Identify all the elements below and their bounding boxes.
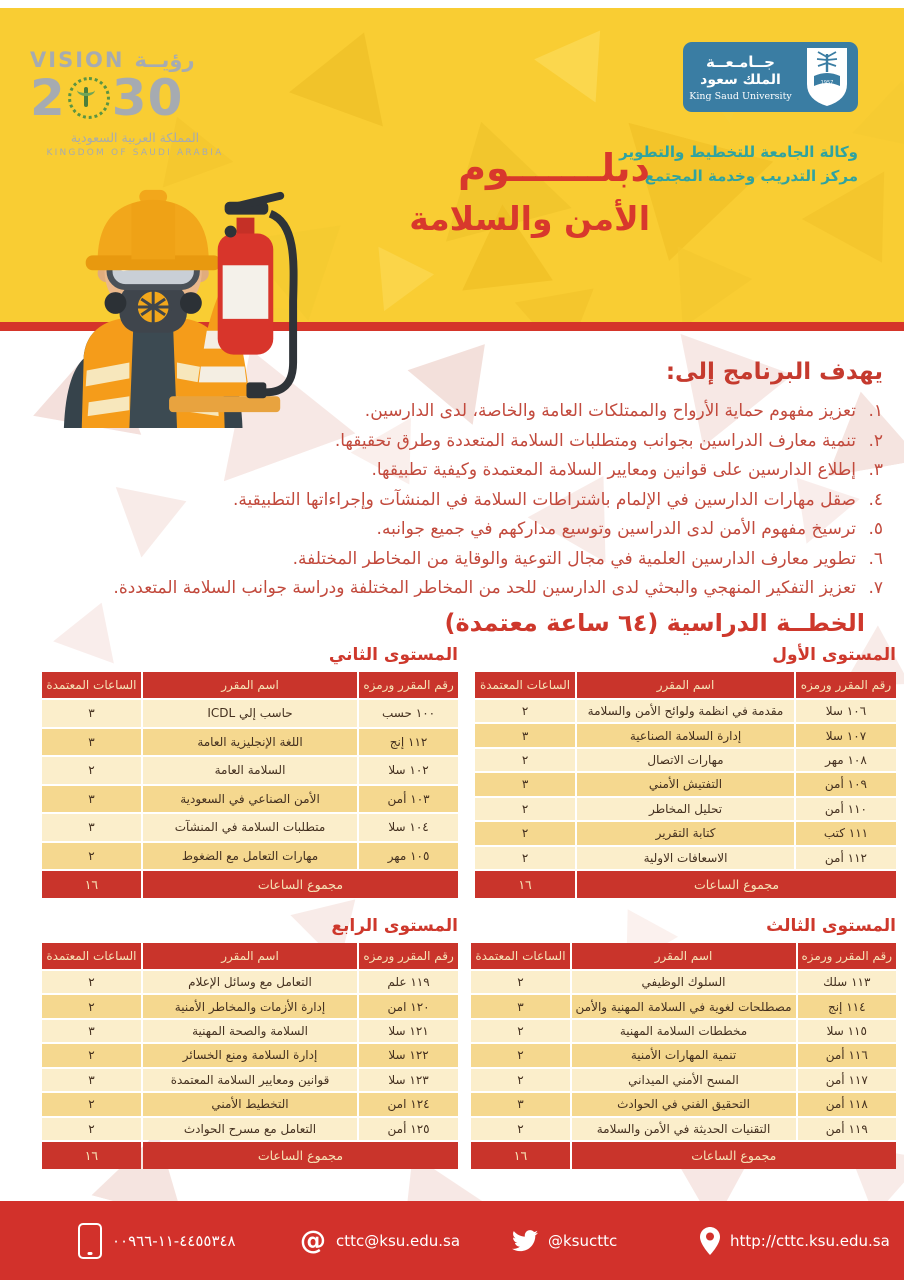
course-name: تنمية المهارات الأمنية bbox=[572, 1044, 796, 1066]
total-label: مجموع الساعات bbox=[143, 871, 458, 898]
total-label: مجموع الساعات bbox=[143, 1142, 458, 1169]
level-3-title: المستوى الثالث bbox=[766, 916, 896, 936]
ksu-name-ar1: جــامـعــة bbox=[706, 52, 775, 71]
total-label: مجموع الساعات bbox=[572, 1142, 896, 1169]
course-hours: ٣ bbox=[42, 786, 141, 813]
course-name: إدارة الأزمات والمخاطر الأمنية bbox=[143, 995, 357, 1017]
course-name: الأمن الصناعي في السعودية bbox=[143, 786, 357, 813]
phone-contact[interactable] bbox=[78, 1201, 236, 1280]
column-header: اسم المقرر bbox=[572, 943, 796, 969]
column-header: اسم المقرر bbox=[143, 943, 357, 969]
course-row bbox=[471, 971, 896, 993]
agency-line-1: وكالة الجامعة للتخطيط والتطوير bbox=[619, 143, 858, 161]
ksu-name-ar2: الملك سعود bbox=[700, 71, 781, 88]
goal-number: ٤. bbox=[868, 489, 883, 510]
column-header: رقم المقرر ورمزه bbox=[798, 943, 897, 969]
course-row bbox=[475, 822, 896, 844]
total-row bbox=[42, 871, 458, 898]
course-hours: ٢ bbox=[42, 1118, 141, 1140]
course-row bbox=[42, 1069, 458, 1091]
course-name: التعامل مع وسائل الإعلام bbox=[143, 971, 357, 993]
ksu-logo bbox=[683, 42, 858, 112]
course-code: ١١٣ سلك bbox=[798, 971, 897, 993]
level-2-title: المستوى الثاني bbox=[328, 645, 458, 665]
goal-number: ٣. bbox=[868, 460, 883, 480]
footer bbox=[0, 1201, 904, 1280]
course-name: حاسب إلي ICDL bbox=[143, 700, 357, 727]
course-hours: ٣ bbox=[42, 814, 141, 841]
program-title bbox=[409, 146, 650, 238]
course-code: ١١٩ علم bbox=[359, 971, 458, 993]
twitter-handle: @ksucttc bbox=[548, 1231, 618, 1250]
ksu-shield-icon bbox=[804, 46, 850, 108]
goal-number: ٢. bbox=[868, 430, 883, 451]
goal-text: تعزيز مفهوم حماية الأرواح والممتلكات العامة والخاصة، لدى الدارسين. bbox=[364, 401, 856, 421]
course-hours: ٢ bbox=[475, 822, 575, 844]
vision-year bbox=[30, 69, 240, 127]
course-row bbox=[42, 1093, 458, 1115]
course-code: ١١١ كتب bbox=[796, 822, 896, 844]
course-row bbox=[471, 1118, 896, 1140]
level-1-title: المستوى الأول bbox=[772, 645, 896, 665]
phone-icon bbox=[78, 1223, 102, 1259]
course-row bbox=[471, 1069, 896, 1091]
course-row bbox=[475, 773, 896, 795]
goal-text: ترسيخ مفهوم الأمن لدى الدراسين وتوسيع مداركهم في جميع جوانبه. bbox=[376, 519, 856, 539]
total-hours: ١٦ bbox=[475, 871, 575, 898]
course-name: السلامة العامة bbox=[143, 757, 357, 784]
column-header: رقم المقرر ورمزه bbox=[359, 943, 458, 969]
course-hours: ٣ bbox=[471, 995, 569, 1017]
course-hours: ٢ bbox=[42, 843, 141, 870]
total-hours: ١٦ bbox=[42, 1142, 141, 1169]
goal-item bbox=[15, 486, 883, 516]
column-header: اسم المقرر bbox=[143, 672, 357, 698]
course-name: التفتيش الأمني bbox=[577, 773, 794, 795]
course-code: ١١٧ أمن bbox=[798, 1069, 897, 1091]
total-hours: ١٦ bbox=[471, 1142, 569, 1169]
course-code: ١١٠ أمن bbox=[796, 798, 896, 820]
goal-item bbox=[15, 427, 883, 457]
course-name: المسح الأمني الميداني bbox=[572, 1069, 796, 1091]
course-code: ١١٦ أمن bbox=[798, 1044, 897, 1066]
course-row bbox=[42, 995, 458, 1017]
goal-text: صقل مهارات الدارسين في الإلمام باشتراطات السلامة في المنشآت وإجراءاتها التطبيقية. bbox=[232, 489, 856, 510]
course-code: ١٠٦ سلا bbox=[796, 700, 896, 722]
course-name: مخططات السلامة المهنية bbox=[572, 1020, 796, 1042]
level-2-table-block bbox=[40, 645, 460, 900]
goal-text: تنمية معارف الدراسين بجوانب ومتطلبات السلامة المتعددة وطرق تحقيقها. bbox=[334, 430, 856, 451]
course-code: ١٢٢ سلا bbox=[359, 1044, 458, 1066]
triangle-decoration bbox=[534, 9, 631, 102]
goal-number: ٦. bbox=[868, 548, 883, 569]
column-header: رقم المقرر ورمزه bbox=[359, 672, 458, 698]
course-hours: ٢ bbox=[42, 1044, 141, 1066]
email-address: cttc@ksu.edu.sa bbox=[336, 1231, 461, 1250]
year-2: 2 bbox=[30, 69, 66, 127]
course-row bbox=[42, 757, 458, 784]
safety-worker-illustration bbox=[52, 172, 304, 430]
course-name: السلامة والصحة المهنية bbox=[143, 1020, 357, 1042]
course-name: متطلبات السلامة في المنشآت bbox=[143, 814, 357, 841]
course-hours: ٢ bbox=[475, 847, 575, 869]
course-hours: ٣ bbox=[42, 1020, 141, 1042]
course-row bbox=[42, 971, 458, 993]
course-hours: ٢ bbox=[475, 749, 575, 771]
triangle-decoration bbox=[643, 222, 753, 322]
course-code: ١٢١ سلا bbox=[359, 1020, 458, 1042]
course-name: تحليل المخاطر bbox=[577, 798, 794, 820]
column-header: رقم المقرر ورمزه bbox=[796, 672, 896, 698]
course-code: ١١٤ إنج bbox=[798, 995, 897, 1017]
total-row bbox=[42, 1142, 458, 1169]
course-row bbox=[475, 700, 896, 722]
triangle-decoration bbox=[289, 15, 411, 126]
agency-line-2: مركز التدريب وخدمة المجتمع bbox=[644, 167, 858, 185]
goal-number: ٥. bbox=[868, 519, 883, 539]
course-code: ١٢٠ امن bbox=[359, 995, 458, 1017]
course-code: ١١٢ إنج bbox=[359, 729, 458, 756]
goal-number: ٧. bbox=[868, 578, 883, 598]
vision-country-en: KINGDOM OF SAUDI ARABIA bbox=[46, 148, 224, 158]
ksu-logo-text bbox=[683, 53, 804, 102]
course-hours: ٢ bbox=[42, 1093, 141, 1115]
level-4-table-block bbox=[40, 916, 460, 1171]
email-at-icon: @ bbox=[300, 1225, 326, 1256]
course-code: ١٠٢ سلا bbox=[359, 757, 458, 784]
course-name: التعامل مع مسرح الحوادث bbox=[143, 1118, 357, 1140]
course-name: التخطيط الأمني bbox=[143, 1093, 357, 1115]
course-code: ١٢٥ أمن bbox=[359, 1118, 458, 1140]
total-label: مجموع الساعات bbox=[577, 871, 896, 898]
course-hours: ٢ bbox=[471, 1020, 569, 1042]
goal-text: تطوير معارف الدارسين العلمية في مجال التوعية والوقاية من المخاطر المختلفة. bbox=[292, 548, 856, 569]
course-name: اللغة الإنجليزية العامة bbox=[143, 729, 357, 756]
column-header: الساعات المعتمدة bbox=[42, 943, 141, 969]
location-pin-icon bbox=[700, 1227, 720, 1255]
goal-item bbox=[15, 574, 883, 604]
course-row bbox=[42, 1020, 458, 1042]
triangle-decoration bbox=[852, 73, 904, 149]
course-hours: ٣ bbox=[475, 724, 575, 746]
column-header: الساعات المعتمدة bbox=[42, 672, 141, 698]
level-2-table bbox=[40, 670, 460, 900]
phone-number: ٠٠٩٦٦-١١-٤٤٥٥٣٤٨ bbox=[112, 1231, 236, 1250]
email-contact[interactable] bbox=[300, 1201, 460, 1280]
goal-text: تعزيز التفكير المنهجي والبحثي لدى الدارسين للحد من المخاطر المختلفة ودراسة جوانب السلامة المتعددة. bbox=[113, 578, 856, 598]
course-code: ١٢٤ امن bbox=[359, 1093, 458, 1115]
course-code: ١٠٤ سلا bbox=[359, 814, 458, 841]
goal-text: إطلاع الدارسين على قوانين ومعايير السلامة المعتمدة وكيفية تطبيقها. bbox=[371, 460, 856, 480]
course-code: ١١٢ أمن bbox=[796, 847, 896, 869]
course-row bbox=[471, 1044, 896, 1066]
goal-item bbox=[15, 456, 883, 486]
triangle-decoration bbox=[378, 242, 437, 311]
top-margin bbox=[0, 0, 904, 8]
course-hours: ٣ bbox=[42, 1069, 141, 1091]
course-row bbox=[42, 1118, 458, 1140]
course-code: ١٠٩ أمن bbox=[796, 773, 896, 795]
title-diploma: دبلـــــــوم bbox=[458, 146, 650, 190]
course-name: مصطلحات لغوية في السلامة المهنية والأمن bbox=[572, 995, 796, 1017]
triangle-decoration bbox=[802, 171, 904, 286]
course-code: ١٠٣ أمن bbox=[359, 786, 458, 813]
total-row bbox=[475, 871, 896, 898]
course-code: ١٠٠ حسب bbox=[359, 700, 458, 727]
course-row bbox=[42, 700, 458, 727]
study-plan-heading: الخطــة الدراسية (٦٤ ساعة معتمدة) bbox=[444, 609, 865, 637]
course-hours: ٢ bbox=[475, 700, 575, 722]
vision-ar: رؤيــة bbox=[134, 48, 195, 72]
title-security-safety: الأمن والسلامة bbox=[409, 199, 650, 238]
course-hours: ٢ bbox=[471, 1069, 569, 1091]
course-name: السلوك الوظيفي bbox=[572, 971, 796, 993]
twitter-contact[interactable] bbox=[512, 1201, 617, 1280]
body bbox=[0, 331, 904, 1201]
triangle-decoration bbox=[515, 289, 605, 322]
course-name: قوانين ومعايير السلامة المعتمدة bbox=[143, 1069, 357, 1091]
course-name: مقدمة في انظمة ولوائح الأمن والسلامة bbox=[577, 700, 794, 722]
column-header: الساعات المعتمدة bbox=[475, 672, 575, 698]
course-hours: ٢ bbox=[471, 1118, 569, 1140]
goals-heading: يهدف البرنامج إلى: bbox=[665, 359, 883, 385]
course-row bbox=[475, 749, 896, 771]
vision-country-ar: المملكة العربية السعودية bbox=[70, 130, 200, 145]
website-url: http://cttc.ksu.edu.sa bbox=[730, 1231, 890, 1250]
course-row bbox=[42, 1044, 458, 1066]
course-code: ١١٩ أمن bbox=[798, 1118, 897, 1140]
goal-item bbox=[15, 515, 883, 545]
level-3-table-block bbox=[473, 916, 898, 1171]
level-3-table bbox=[469, 941, 898, 1171]
course-name: التحقيق الفني في الحوادث bbox=[572, 1093, 796, 1115]
course-row bbox=[471, 1020, 896, 1042]
course-hours: ٢ bbox=[42, 757, 141, 784]
twitter-icon bbox=[512, 1230, 538, 1252]
course-name: مهارات الاتصال bbox=[577, 749, 794, 771]
course-row bbox=[475, 724, 896, 746]
course-name: مهارات التعامل مع الضغوط bbox=[143, 843, 357, 870]
course-hours: ٢ bbox=[471, 971, 569, 993]
course-name: التقنيات الحديثة في الأمن والسلامة bbox=[572, 1118, 796, 1140]
course-hours: ٢ bbox=[42, 971, 141, 993]
course-hours: ٣ bbox=[42, 700, 141, 727]
column-header: اسم المقرر bbox=[577, 672, 794, 698]
course-hours: ٢ bbox=[471, 1044, 569, 1066]
course-hours: ٣ bbox=[42, 729, 141, 756]
course-row bbox=[42, 814, 458, 841]
course-code: ١٠٥ مهر bbox=[359, 843, 458, 870]
ksu-name-en: King Saud University bbox=[689, 90, 792, 102]
course-name: الاسعافات الاولية bbox=[577, 847, 794, 869]
course-row bbox=[42, 786, 458, 813]
goal-item bbox=[15, 545, 883, 575]
year-30: 30 bbox=[111, 69, 184, 127]
course-row bbox=[471, 1093, 896, 1115]
course-hours: ٢ bbox=[475, 798, 575, 820]
website-contact[interactable] bbox=[700, 1201, 890, 1280]
course-hours: ٣ bbox=[475, 773, 575, 795]
course-name: كتابة التقرير bbox=[577, 822, 794, 844]
level-4-title: المستوى الرابع bbox=[331, 916, 458, 936]
total-row bbox=[471, 1142, 896, 1169]
level-1-table bbox=[473, 670, 898, 900]
course-row bbox=[475, 798, 896, 820]
svg-text:1957: 1957 bbox=[820, 80, 834, 86]
course-name: إدارة السلامة الصناعية bbox=[577, 724, 794, 746]
course-hours: ٢ bbox=[42, 995, 141, 1017]
course-code: ١٠٧ سلا bbox=[796, 724, 896, 746]
course-tables bbox=[40, 645, 898, 1171]
course-code: ١٠٨ مهر bbox=[796, 749, 896, 771]
course-name: إدارة السلامة ومنع الخسائر bbox=[143, 1044, 357, 1066]
level-4-table bbox=[40, 941, 460, 1171]
level-1-table-block bbox=[473, 645, 898, 900]
course-row bbox=[475, 847, 896, 869]
course-row bbox=[42, 843, 458, 870]
total-hours: ١٦ bbox=[42, 871, 141, 898]
course-hours: ٣ bbox=[471, 1093, 569, 1115]
goal-number: ١. bbox=[868, 401, 883, 421]
vision-en: VISION bbox=[30, 48, 125, 72]
course-row bbox=[42, 729, 458, 756]
course-code: ١١٥ سلا bbox=[798, 1020, 897, 1042]
saudi-palm-emblem-icon bbox=[68, 77, 110, 119]
column-header: الساعات المعتمدة bbox=[471, 943, 569, 969]
course-code: ١١٨ أمن bbox=[798, 1093, 897, 1115]
course-code: ١٢٣ سلا bbox=[359, 1069, 458, 1091]
course-row bbox=[471, 995, 896, 1017]
